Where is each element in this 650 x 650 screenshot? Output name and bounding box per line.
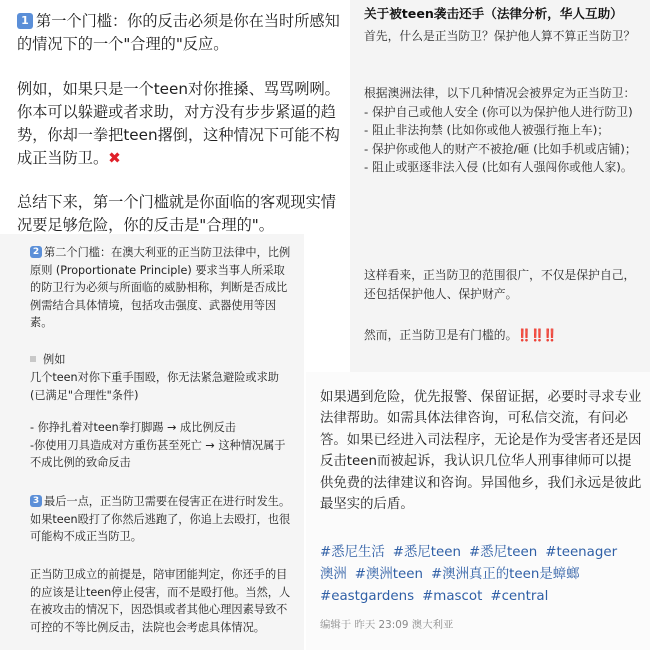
hashtag[interactable]: #teenager xyxy=(545,545,618,560)
threshold-one-panel xyxy=(0,0,348,234)
double-exclamation-icon: ‼️‼️‼️ xyxy=(517,328,556,342)
hashtag[interactable]: #eastgardens xyxy=(320,588,415,604)
hashtag[interactable]: 澳洲 xyxy=(320,566,347,582)
analysis-title: 关于被teen袭击还手（法律分析，华人互助） xyxy=(364,6,623,21)
ongoing-attack-text: 最后一点，正当防卫需要在侵害正在进行时发生。如果teen殴打了你然后逃跑了，你追上去殴打，也很可能构不成正当防卫。 xyxy=(30,495,291,544)
hashtag[interactable]: #澳洲真正的teen是蟑螂 xyxy=(431,566,580,582)
red-cross-icon: ✖ xyxy=(108,149,121,167)
example-paragraph xyxy=(17,78,342,170)
scope-paragraph: 这样看来，正当防卫的范围很广，不仅是保护自己，还包括保护他人、保护财产。 xyxy=(364,268,636,301)
number-three-badge: 3 xyxy=(30,495,42,507)
hashtag[interactable]: #mascot xyxy=(422,588,483,604)
example-label xyxy=(30,351,292,369)
edit-timestamp: 编辑于 昨天 23:09 澳大利亚 xyxy=(320,619,454,631)
hashtag[interactable]: #澳洲teen xyxy=(354,566,423,582)
proportion-comparison: - 你挣扎着对teen拳打脚踢 → 成比例反击 -你使用刀具造成对方重伤甚至死亡 → 这种情况属于不成比例的致命反击 xyxy=(30,421,286,470)
legal-analysis-panel xyxy=(350,0,650,372)
example-text: 例如，如果只是一个teen对你推搡、骂骂咧咧。你本可以躲避或者求助，对方没有步步紧逼的趋势，你却一拳把teen撂倒，这种情况下可能不构成正当防卫。 xyxy=(17,80,340,167)
hashtag-list xyxy=(320,542,644,607)
law-list: 根据澳洲法律，以下几种情况会被界定为正当防卫： - 保护自己或他人安全 (你可以为保护他人进行防卫) - 阻止非法拘禁 (比如你或他人被强行拖上车)； - 保护你或他人的财产不被抢/砸 (比如手机或店铺)； - 阻止或驱逐非法入侵 (比如有人强闯你或他人家)。 xyxy=(364,86,637,174)
question-paragraph: 首先，什么是正当防卫？保护他人算不算正当防卫？ xyxy=(364,29,636,43)
threshold-two-panel xyxy=(0,234,304,650)
group-attack-example: 几个teen对你下重手围殴，你无法紧急避险或求助 (已满足"合理性"条件) xyxy=(30,371,279,402)
example-label-text: 例如 xyxy=(43,353,66,366)
threshold-note xyxy=(364,326,644,345)
jury-paragraph: 正当防卫成立的前提是，陪审团能判定，你还手的目的应该是让teen停止侵害，而不是殴打他。当然，人在被攻击的情况下，因恐惧或者其他心理因素导致不可控的不等比例反击，法院也会考虑具体情况。 xyxy=(30,568,291,634)
hashtag[interactable]: #悉尼teen xyxy=(392,545,462,560)
number-one-badge: 1 xyxy=(17,13,33,29)
threshold-one-text xyxy=(17,10,342,56)
summary-paragraph: 总结下来，第一个门槛就是你面临的客观现实情况要足够危险，你的反击是"合理的"。 xyxy=(17,193,336,234)
hashtag[interactable]: #悉尼生活 xyxy=(320,545,385,560)
number-two-badge: 2 xyxy=(30,246,42,258)
threshold-note-text: 然而，正当防卫是有门槛的。 xyxy=(364,328,518,342)
bullet-icon xyxy=(30,356,36,362)
threshold-two-text xyxy=(30,244,292,332)
proportionate-principle-text: 第二个门槛：在澳大利亚的正当防卫法律中，比例原则 (Proportionate Principle) 要求当事人所采取的防卫行为必须与所面临的威胁相称，判断是否成比例需结合具体情境，包括攻击强度、武器使用等因素。 xyxy=(30,246,291,330)
hashtag[interactable]: #central xyxy=(490,588,549,604)
hashtag[interactable]: #悉尼teen xyxy=(469,545,538,560)
advice-paragraph: 如果遇到危险，优先报警、保留证据，必要时寻求专业法律帮助。如需具体法律咨询，可私信交流，有问必答。如果已经进入司法程序，无论是作为受害者还是因反击teen而被起诉，我认识几位华人刑事律师可以提供免费的法律建议和咨询。异国他乡，我们永远是彼此最坚实的后盾。 xyxy=(320,390,642,513)
threshold-one-definition: 第一个门槛：你的反击必须是你在当时所感知的情况下的一个"合理的"反应。 xyxy=(17,12,340,53)
threshold-three-text xyxy=(30,493,292,546)
advice-panel xyxy=(306,372,650,650)
